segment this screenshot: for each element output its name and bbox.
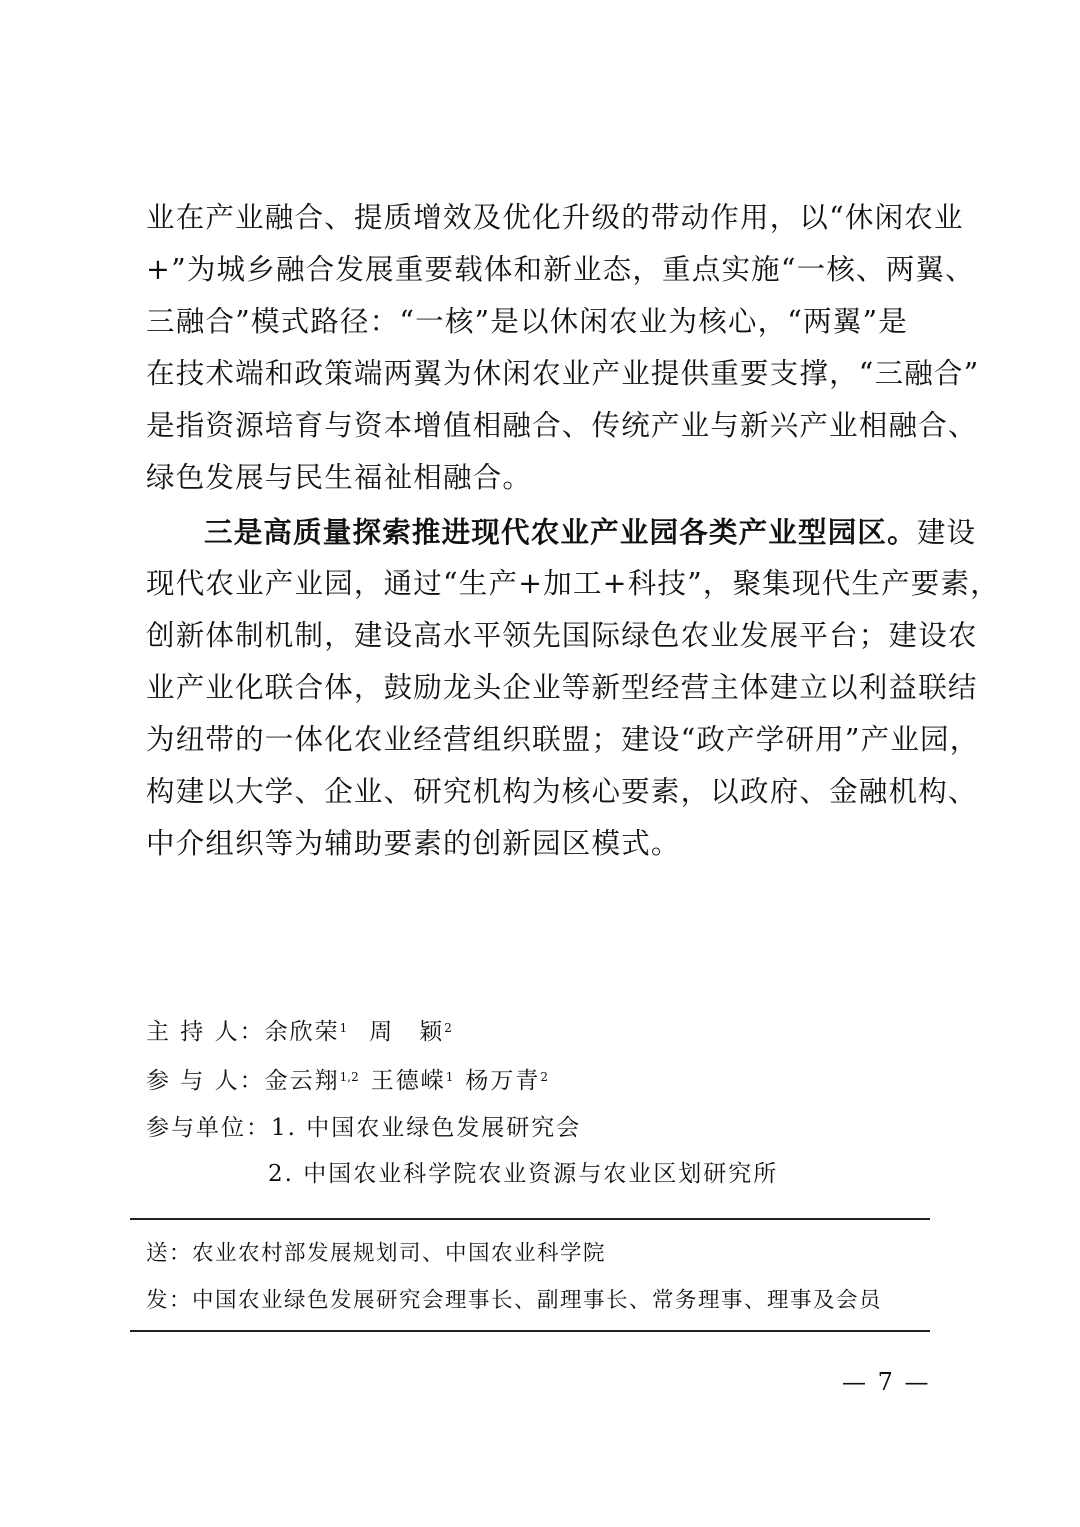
host-name-1: 余欣荣 (264, 1019, 340, 1045)
divider-bottom (130, 1330, 930, 1332)
participant-3-affiliation: 2 (540, 1070, 548, 1084)
host-1-affiliation: 1 (339, 1021, 348, 1035)
body-line-5: 是指资源培育与资本增值相融合、传统产业与新兴产业相融合、 (146, 409, 978, 442)
body-line-4: 在技术端和政策端两翼为休闲农业产业提供重要支撑，“三融合” (146, 357, 980, 390)
body-line-6: 绿色发展与民生福祉相融合。 (146, 461, 533, 494)
body-line-9: 创新体制机制，建设高水平领先国际绿色农业发展平台；建设农 (146, 619, 978, 652)
host-name-2: 周 颖 (369, 1019, 445, 1045)
body-line-3: 三融合”模式路径：“一核”是以休闲农业为核心，“两翼”是 (146, 305, 908, 338)
participant-1-affiliation: 1,2 (339, 1070, 359, 1084)
page-number: — 7 — (842, 1368, 931, 1396)
body-line-2: +”为城乡融合发展重要载体和新业态，重点实施“一核、两翼、 (146, 253, 975, 286)
paragraph-3-lead: 建设 (916, 516, 977, 549)
participant-name-1: 金云翔 (264, 1068, 340, 1094)
issue-line: 发：中国农业绿色发展研究会理事长、副理事长、常务理事、理事及会员 (146, 1288, 883, 1313)
body-line-12: 构建以大学、企业、研究机构为核心要素，以政府、金融机构、 (146, 775, 978, 808)
host-line (146, 1016, 452, 1048)
unit-2: 2. 中国农业科学院农业资源与农业区划研究所 (268, 1161, 779, 1187)
host-label: 主 持 人： (146, 1019, 265, 1045)
unit-line-1 (146, 1112, 581, 1144)
paragraph-3-first-line (204, 512, 1004, 553)
host-2-affiliation: 2 (444, 1021, 452, 1035)
send-line: 送：农业农村部发展规划司、中国农业科学院 (146, 1241, 607, 1266)
participant-name-3: 杨万青 (465, 1068, 541, 1094)
body-line-11: 为纽带的一体化农业经营组织联盟；建设“政产学研用”产业园， (146, 723, 980, 756)
body-line-10: 业产业化联合体，鼓励龙头企业等新型经营主体建立以利益联结 (146, 671, 978, 704)
paragraph-3-heading: 三是高质量探索推进现代农业产业园各类产业型园区。 (204, 515, 917, 549)
body-line-1: 业在产业融合、提质增效及优化升级的带动作用，以“休闲农业 (146, 201, 964, 234)
participant-2-affiliation: 1 (445, 1070, 454, 1084)
divider-top (130, 1218, 930, 1220)
body-line-8: 现代农业产业园，通过“生产+加工+科技”，聚集现代生产要素， (146, 567, 1000, 600)
unit-label: 参与单位： (146, 1115, 271, 1141)
participant-name-2: 王德嵘 (370, 1068, 446, 1094)
participant-label: 参 与 人： (146, 1068, 265, 1094)
participant-line (146, 1065, 548, 1097)
unit-1: 1. 中国农业绿色发展研究会 (271, 1115, 582, 1141)
body-line-13: 中介组织等为辅助要素的创新园区模式。 (146, 827, 681, 860)
